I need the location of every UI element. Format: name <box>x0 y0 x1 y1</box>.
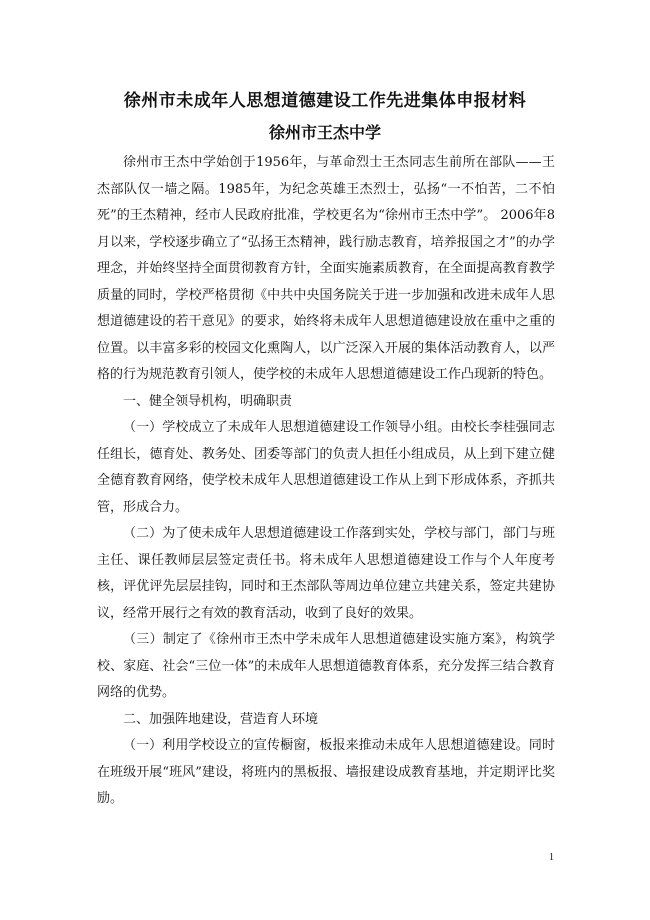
intro-paragraph: 徐州市王杰中学始创于1956年，与革命烈士王杰同志生前所在部队——王杰部队仅一墙之隔。1985年，为纪念英雄王杰烈士，弘扬“一不怕苦，二不怕死”的王杰精神，经市人民政府批准，学校更名为“徐州市王杰中学”。 2006年8月以来，学校逐步确立了“弘扬王杰精神，践行励志教育，培养报国之才”的办学理念，并始终坚持全面贯彻教育方针，全面实施素质教育，在全面提高教育教学质量的同时，学校严格贯彻《中共中央国务院关于进一步加强和改进未成年人思想道德建设的若干意见》的要求，始终将未成年人思想道德建设放在重中之重的位置。以丰富多彩的校园文化熏陶人，以广泛深入开展的集体活动教育人，以严格的行为规范教育引领人，使学校的未成年人思想道德建设工作凸现新的特色。 <box>97 155 555 382</box>
section-heading-2: 二、加强阵地建设，营造育人环境 <box>123 711 319 727</box>
document-subtitle: 徐州市王杰中学 <box>268 123 381 142</box>
section1-paragraph-3: （三）制定了《徐州市王杰中学未成年人思想道德建设实施方案》，构筑学校、家庭、社会“三位一体”的未成年人思想道德教育体系，充分发挥三结合教育网络的优势。 <box>97 632 555 700</box>
document-body <box>97 150 555 813</box>
document-title: 徐州市未成年人思想道德建设工作先进集体申报材料 <box>123 91 527 111</box>
section2-paragraph-1: （一）利用学校设立的宣传橱窗，板报来推动未成年人思想道德建设。同时在班级开展“班风”建设，将班内的黑板报、墙报建设成教育基地，并定期评比奖励。 <box>97 738 555 806</box>
section-heading-1: 一、健全领导机构，明确职责 <box>123 393 293 409</box>
page-number: 1 <box>549 852 554 863</box>
section1-paragraph-1: （一）学校成立了未成年人思想道德建设工作领导小组。由校长李桂强同志任组长，德育处、教务处、团委等部门的负责人担任小组成员，从上到下建立健全德育教育网络，使学校未成年人思想道德建设工作从上到下形成体系，齐抓共管，形成合力。 <box>97 420 555 515</box>
section1-paragraph-2: （二）为了使未成年人思想道德建设工作落到实处，学校与部门，部门与班主任、课任教师层层签定责任书。将未成年人思想道德建设工作与个人年度考核，评优评先层层挂钩，同时和王杰部队等周边单位建立共建关系，签定共建协议，经常开展行之有效的教育活动，收到了良好的效果。 <box>97 526 555 621</box>
